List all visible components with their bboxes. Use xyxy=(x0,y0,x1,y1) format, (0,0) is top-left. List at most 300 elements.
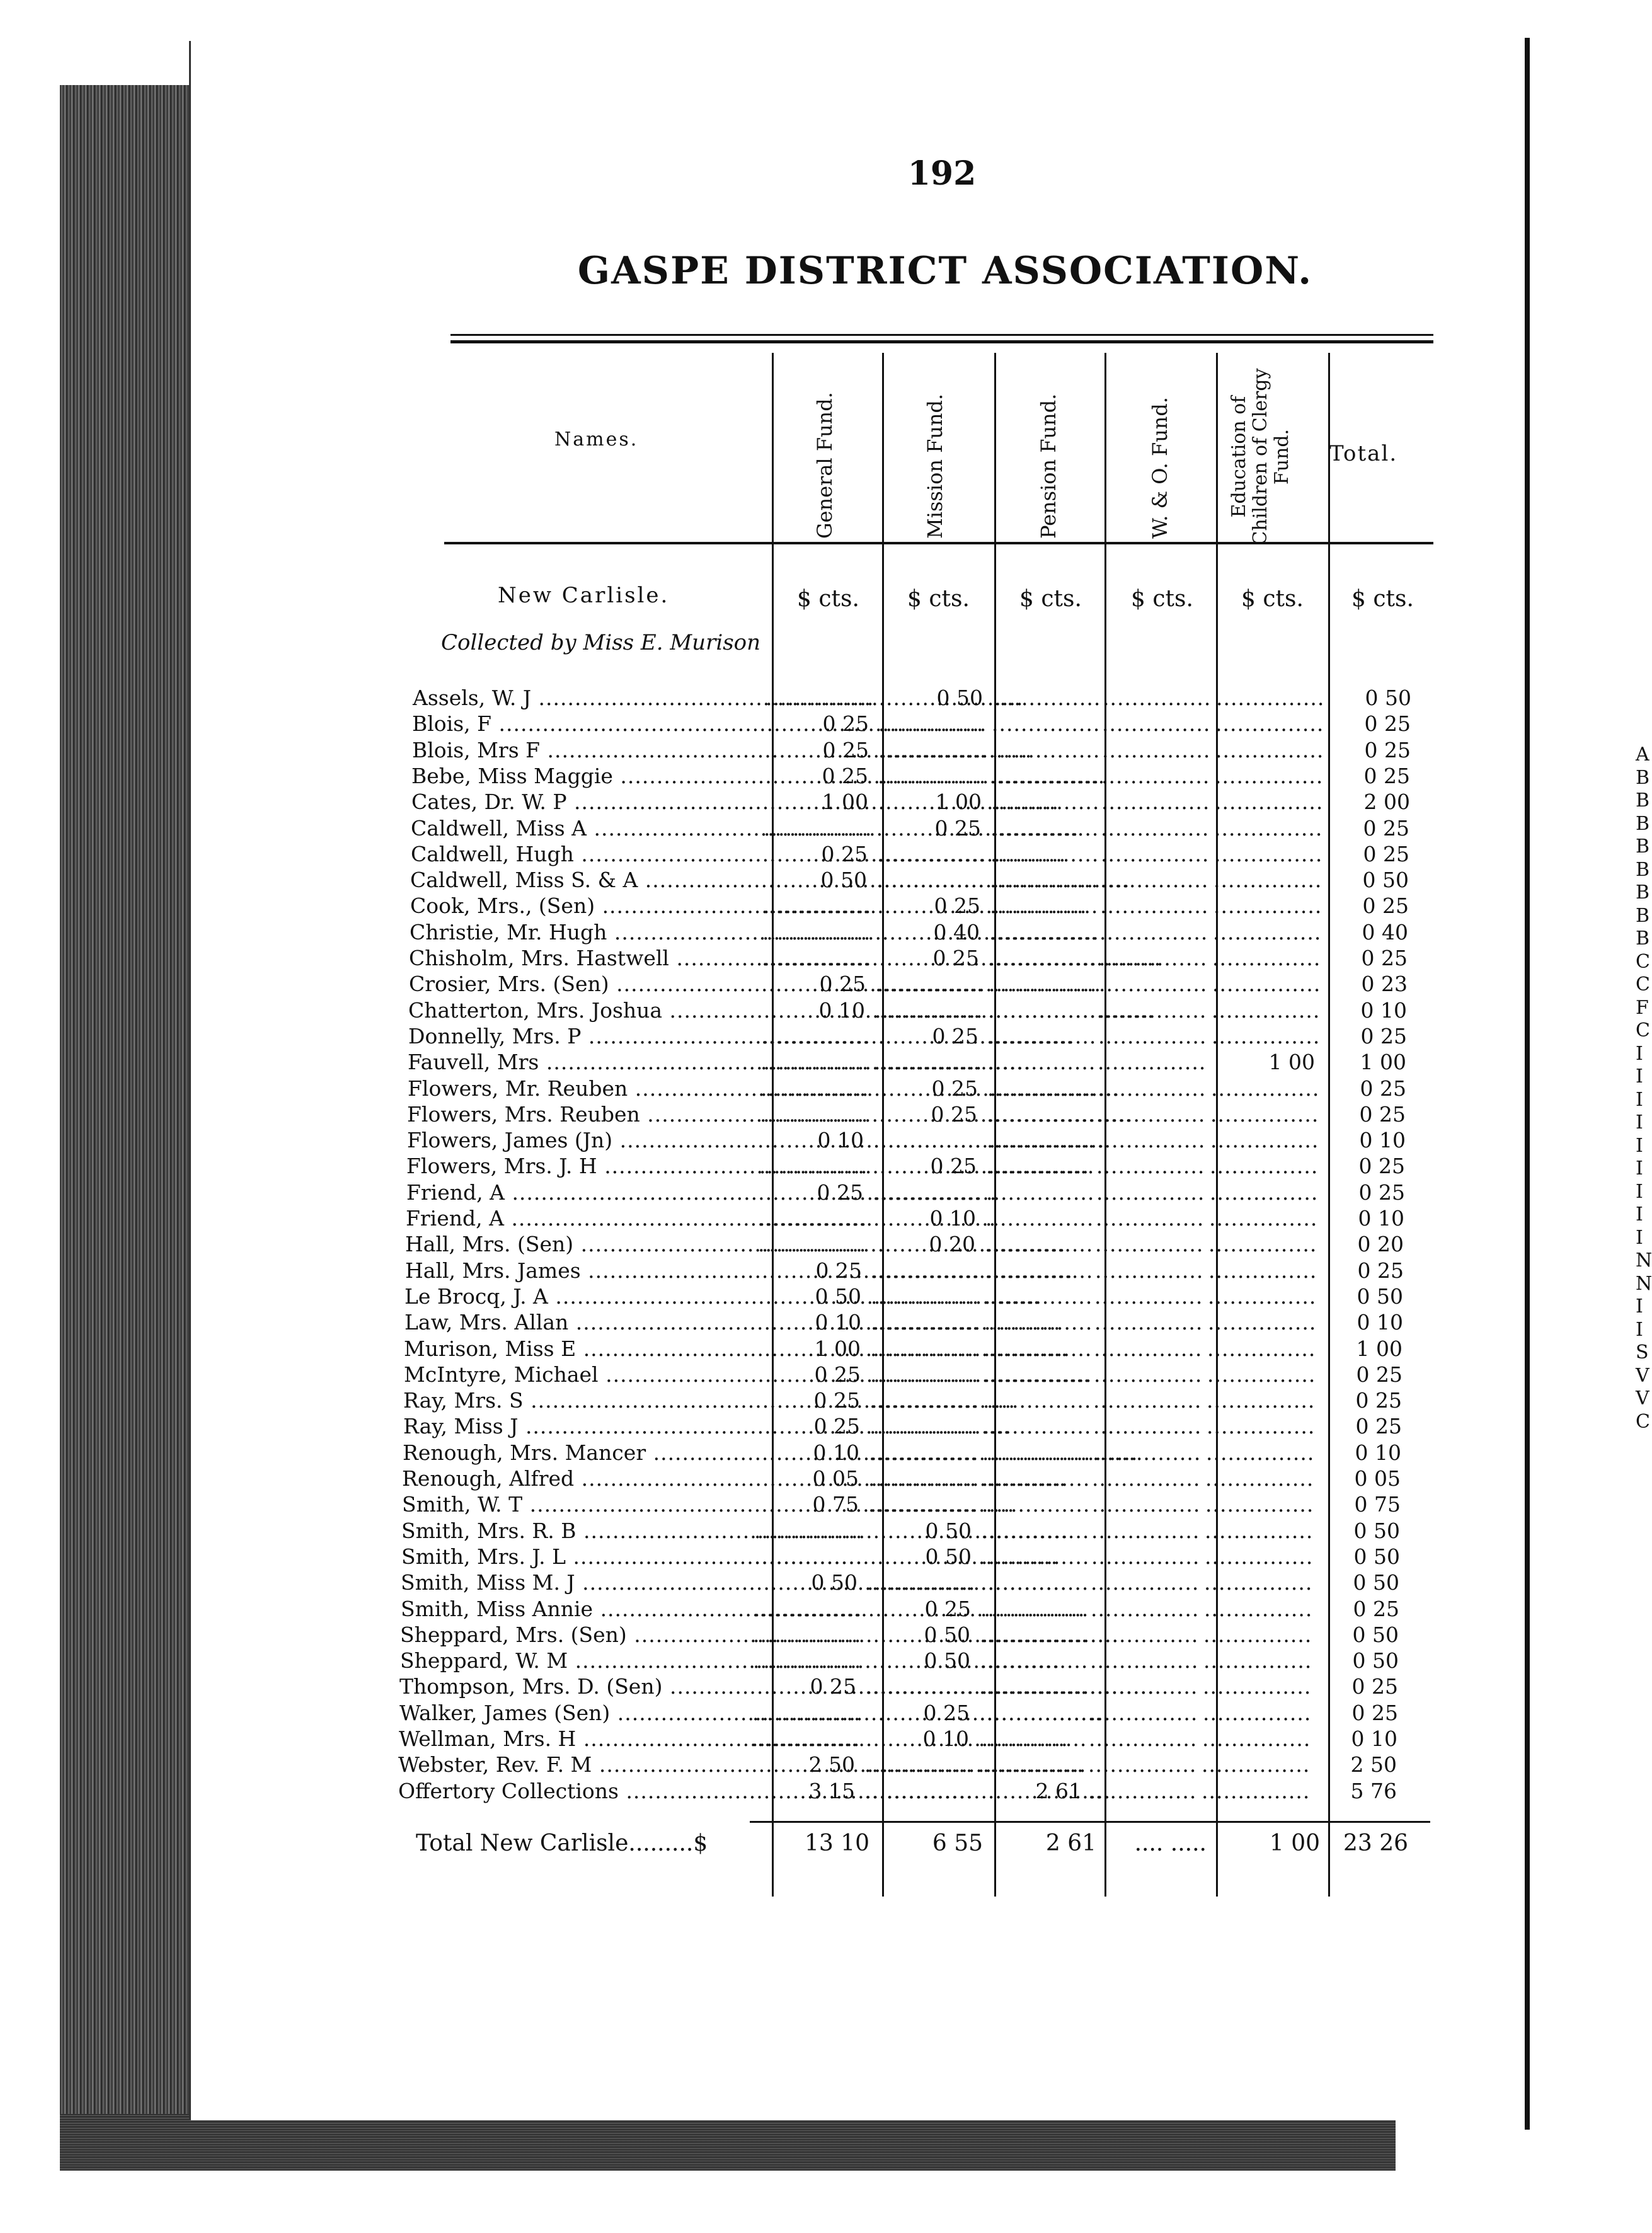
cell-general xyxy=(758,1232,862,1256)
cell-pension xyxy=(987,1050,1091,1074)
table-row xyxy=(401,1570,1440,1595)
facing-page xyxy=(1530,38,1652,2130)
cell-wo xyxy=(1098,998,1202,1023)
total-general: 13 10 xyxy=(804,1830,869,1856)
cell-mission: 0 25 xyxy=(924,1596,971,1621)
cell-pension: 2 61 xyxy=(1035,1778,1082,1803)
cell-pension xyxy=(980,1597,1084,1621)
cell-general xyxy=(762,920,866,944)
row-name: Smith, Miss Annie ..... xyxy=(401,1597,754,1621)
cell-education: 1 00 xyxy=(1268,1050,1315,1075)
cell-total: 0 25 xyxy=(1362,893,1409,919)
facing-page-letter: C xyxy=(1636,973,1650,996)
cell-mission: 0 25 xyxy=(932,1023,978,1048)
cell-total: 0 40 xyxy=(1362,919,1408,944)
cell-general: 0 25 xyxy=(814,1362,861,1387)
row-name: Renough, Mrs. Mancer ..... xyxy=(403,1440,755,1465)
cell-total: 0 25 xyxy=(1358,1180,1405,1205)
facing-page-letter: S xyxy=(1636,1341,1649,1363)
table-row xyxy=(405,1258,1445,1283)
cell-total: 1 00 xyxy=(1360,1050,1406,1075)
cell-total: 0 50 xyxy=(1357,1283,1403,1309)
row-name: Friend, A ..... xyxy=(406,1180,759,1205)
cell-education xyxy=(1213,893,1317,918)
total-wo: .... ..... xyxy=(1134,1830,1207,1856)
cell-pension xyxy=(992,738,1096,762)
cell-pension xyxy=(978,1726,1082,1751)
cell-general xyxy=(752,1726,856,1751)
cell-total: 0 25 xyxy=(1360,1076,1406,1101)
row-name: Webster, Rev. F. M ..... xyxy=(398,1752,751,1777)
cell-pension xyxy=(989,920,1093,944)
facing-page-letter: I xyxy=(1636,1226,1643,1249)
row-name: Hall, Mrs. James ..... xyxy=(405,1258,758,1283)
row-name: Donnelly, Mrs. P ..... xyxy=(408,1024,761,1048)
facing-page-letter: C xyxy=(1636,950,1650,973)
cell-education xyxy=(1204,1570,1308,1595)
cell-education xyxy=(1208,1284,1312,1309)
row-name: Assels, W. J ..... xyxy=(413,686,766,710)
facing-page-letter: B xyxy=(1636,766,1650,789)
cell-wo xyxy=(1090,1622,1194,1647)
cell-total: 0 25 xyxy=(1361,946,1408,970)
row-name: Cates, Dr. W. P ..... xyxy=(411,789,764,814)
table-row xyxy=(399,1726,1438,1752)
unit-education: $ cts. xyxy=(1241,586,1304,612)
table-row xyxy=(412,738,1452,763)
row-name: Caldwell, Hugh ..... xyxy=(411,842,764,866)
cell-education xyxy=(1210,1180,1314,1205)
cell-pension xyxy=(991,764,1095,788)
cell-education xyxy=(1207,1414,1311,1438)
table-row xyxy=(403,1388,1443,1413)
cell-pension xyxy=(990,842,1094,866)
cell-total: 0 50 xyxy=(1362,868,1409,893)
table-row xyxy=(398,1752,1438,1777)
cell-mission xyxy=(868,1466,972,1491)
cell-total: 0 50 xyxy=(1352,1648,1399,1673)
facing-page-letter: B xyxy=(1636,789,1650,812)
cell-pension xyxy=(980,1622,1084,1647)
cell-total: 0 25 xyxy=(1363,815,1409,841)
cell-general xyxy=(753,1648,857,1673)
total-row xyxy=(416,1830,1455,1858)
cell-general xyxy=(766,686,869,710)
cell-wo xyxy=(1097,1102,1201,1127)
cell-total: 2 00 xyxy=(1363,789,1410,815)
cell-total: 0 25 xyxy=(1351,1674,1398,1699)
cell-pension xyxy=(982,1440,1086,1465)
row-name: Wellman, Mrs. H ..... xyxy=(399,1726,752,1751)
cell-wo xyxy=(1094,1336,1198,1361)
table-row xyxy=(411,842,1450,867)
cell-mission xyxy=(878,711,982,736)
cell-total: 0 10 xyxy=(1357,1310,1403,1335)
cell-wo xyxy=(1099,972,1203,996)
cell-pension xyxy=(989,946,1093,970)
facing-page-letter: I xyxy=(1636,1203,1643,1226)
cell-education xyxy=(1208,1232,1312,1256)
cell-wo xyxy=(1103,686,1207,710)
cell-general xyxy=(754,1518,858,1543)
cell-total: 0 50 xyxy=(1352,1622,1399,1647)
cell-total: 0 25 xyxy=(1363,763,1410,788)
cell-pension xyxy=(982,1466,1086,1491)
facing-page-letters xyxy=(1636,743,1652,1433)
row-name: Friend, A ..... xyxy=(406,1206,759,1231)
row-name: Walker, James (Sen) ..... xyxy=(399,1701,752,1725)
cell-education xyxy=(1212,946,1316,970)
cell-pension xyxy=(990,868,1094,892)
cell-general: 2 50 xyxy=(808,1752,855,1777)
table-row xyxy=(402,1492,1442,1517)
table-row xyxy=(413,686,1452,711)
cell-education xyxy=(1215,738,1319,762)
table-row xyxy=(408,1076,1447,1101)
cell-education xyxy=(1203,1701,1307,1725)
cell-general xyxy=(761,1024,865,1048)
cell-education xyxy=(1205,1492,1309,1517)
cell-mission xyxy=(875,998,978,1023)
book-page-edge xyxy=(60,85,195,2164)
table-row xyxy=(400,1622,1440,1648)
table-row xyxy=(409,972,1448,997)
header-education-fund: Education of Children of Clergy Fund. xyxy=(1228,368,1293,546)
cell-education xyxy=(1205,1518,1309,1543)
row-name: Sheppard, W. M ..... xyxy=(400,1648,753,1673)
cell-general xyxy=(753,1622,857,1647)
row-name: Smith, W. T ..... xyxy=(402,1492,755,1517)
cell-general xyxy=(760,1076,864,1101)
unit-total: $ cts. xyxy=(1351,586,1414,612)
cell-wo xyxy=(1093,1440,1196,1465)
cell-wo xyxy=(1101,789,1205,814)
cell-wo xyxy=(1098,1076,1202,1101)
cell-education xyxy=(1202,1779,1305,1803)
row-name: Offertory Collections ..... xyxy=(398,1779,751,1803)
total-education: 1 00 xyxy=(1269,1830,1320,1856)
cell-education xyxy=(1206,1440,1310,1465)
cell-total: 5 76 xyxy=(1350,1778,1397,1803)
facing-page-letter: B xyxy=(1636,835,1650,858)
cell-wo xyxy=(1096,1180,1200,1205)
cell-general xyxy=(759,1154,863,1178)
cell-mission xyxy=(868,1492,972,1517)
cell-wo xyxy=(1095,1258,1199,1283)
cell-wo xyxy=(1102,738,1206,762)
facing-page-letter: V xyxy=(1636,1364,1649,1387)
row-name: Chatterton, Mrs. Joshua ..... xyxy=(408,998,761,1023)
cell-general: 0 50 xyxy=(815,1283,861,1309)
cell-general: 0 25 xyxy=(810,1674,856,1699)
cell-education xyxy=(1207,1362,1311,1387)
cell-mission xyxy=(877,842,981,866)
cell-education xyxy=(1215,764,1319,788)
cell-wo xyxy=(1089,1674,1193,1699)
facing-page-letter: I xyxy=(1636,1042,1643,1065)
page-title: GASPE DISTRICT ASSOCIATION. xyxy=(577,249,1313,293)
cell-total: 0 25 xyxy=(1364,711,1411,737)
cell-wo xyxy=(1096,1206,1200,1231)
cell-pension xyxy=(985,1258,1089,1283)
cell-mission: 0 50 xyxy=(925,1518,972,1543)
cell-total: 0 50 xyxy=(1353,1544,1400,1569)
cell-mission: 0 10 xyxy=(929,1206,976,1231)
cell-education xyxy=(1203,1622,1307,1647)
unit-wo: $ cts. xyxy=(1131,586,1193,612)
cell-mission xyxy=(869,1440,973,1465)
cell-education xyxy=(1211,1076,1315,1101)
cell-wo xyxy=(1101,764,1205,788)
cell-general: 0 25 xyxy=(821,841,868,866)
cell-wo xyxy=(1098,1050,1202,1074)
row-name: Renough, Alfred ..... xyxy=(402,1466,755,1491)
table-row xyxy=(404,1336,1443,1362)
facing-page-letter: B xyxy=(1636,904,1650,927)
facing-page-letter: I xyxy=(1636,1134,1643,1157)
cell-general: 0 10 xyxy=(818,997,865,1023)
cell-wo xyxy=(1094,1284,1198,1309)
cell-mission: 0 50 xyxy=(925,1544,972,1569)
cell-general xyxy=(752,1701,856,1725)
table-row xyxy=(411,816,1450,841)
cell-mission: 0 25 xyxy=(934,815,981,841)
cell-mission xyxy=(878,738,982,762)
cell-total: 0 50 xyxy=(1353,1570,1399,1595)
cell-wo xyxy=(1091,1597,1195,1621)
cell-wo xyxy=(1088,1752,1192,1777)
table-row xyxy=(409,946,1448,971)
cell-general xyxy=(763,893,867,918)
table-row xyxy=(406,1154,1446,1179)
cell-total: 2 50 xyxy=(1350,1752,1397,1777)
cell-mission: 0 25 xyxy=(930,1154,977,1179)
cell-total: 0 25 xyxy=(1356,1362,1402,1387)
cell-pension xyxy=(986,1154,1090,1178)
table-row xyxy=(405,1232,1445,1257)
row-name: Blois, Mrs F ..... xyxy=(412,738,765,762)
cell-wo xyxy=(1099,946,1203,970)
cell-mission: 0 25 xyxy=(931,1101,977,1127)
cell-education xyxy=(1214,816,1318,841)
facing-page-letter: I xyxy=(1636,1295,1643,1317)
cell-education xyxy=(1214,842,1318,866)
total-rule xyxy=(750,1821,1430,1823)
cell-pension xyxy=(982,1492,1086,1517)
row-name: Flowers, Mr. Reuben ..... xyxy=(408,1076,760,1101)
cell-mission xyxy=(878,764,982,788)
cell-wo xyxy=(1102,711,1206,736)
row-name: Le Brocq, J. A ..... xyxy=(404,1284,757,1309)
cell-wo xyxy=(1094,1362,1198,1387)
cell-education xyxy=(1210,1128,1314,1152)
row-name: Law, Mrs. Allan ..... xyxy=(404,1310,757,1335)
cell-pension xyxy=(988,1024,1092,1048)
unit-general: $ cts. xyxy=(797,586,859,612)
cell-pension xyxy=(980,1648,1084,1673)
cell-wo xyxy=(1101,816,1205,841)
cell-wo xyxy=(1094,1310,1198,1335)
table-row xyxy=(401,1518,1441,1544)
cell-mission: 0 20 xyxy=(929,1232,975,1257)
total-total: 23 26 xyxy=(1343,1830,1408,1856)
cell-general xyxy=(760,1050,864,1074)
cell-mission xyxy=(871,1284,975,1309)
header-rule-top xyxy=(450,334,1433,336)
cell-mission xyxy=(870,1362,974,1387)
cell-mission xyxy=(869,1414,973,1438)
facing-page-letter: B xyxy=(1636,858,1650,881)
header-pension-fund: Pension Fund. xyxy=(1036,393,1060,539)
cell-education xyxy=(1210,1102,1314,1127)
cell-mission: 0 10 xyxy=(922,1726,969,1751)
cell-education xyxy=(1204,1597,1308,1621)
facing-page-letter: I xyxy=(1636,1180,1643,1203)
cell-pension xyxy=(979,1701,1083,1725)
row-name: Flowers, James (Jn) ..... xyxy=(407,1128,760,1152)
cell-wo xyxy=(1098,1024,1202,1048)
cell-general: 0 25 xyxy=(819,972,866,997)
cell-general: 0 10 xyxy=(813,1440,859,1465)
cell-total: 0 05 xyxy=(1354,1466,1401,1491)
table-row xyxy=(400,1648,1440,1673)
cell-wo xyxy=(1091,1518,1195,1543)
cell-mission xyxy=(867,1570,971,1595)
cell-mission xyxy=(870,1336,974,1361)
row-name: Flowers, Mrs. J. H ..... xyxy=(406,1154,759,1178)
row-name: Cook, Mrs., (Sen) ..... xyxy=(410,893,763,918)
row-name: Ray, Mrs. S ..... xyxy=(403,1388,756,1413)
cell-pension xyxy=(984,1284,1088,1309)
cell-pension xyxy=(987,1128,1091,1152)
cell-pension xyxy=(984,1310,1088,1335)
cell-pension xyxy=(986,1180,1090,1205)
row-name: Smith, Miss M. J ..... xyxy=(401,1570,754,1595)
cell-pension xyxy=(987,1076,1091,1101)
facing-page-letter: B xyxy=(1636,927,1650,950)
cell-total: 0 25 xyxy=(1363,841,1409,866)
cell-wo xyxy=(1097,1128,1201,1152)
cell-general: 0 05 xyxy=(812,1466,859,1491)
cell-education xyxy=(1215,789,1319,814)
cell-wo xyxy=(1091,1544,1195,1569)
page-number: 192 xyxy=(907,154,977,193)
row-name: Flowers, Mrs. Reuben ..... xyxy=(407,1102,760,1127)
row-name: McIntyre, Michael ..... xyxy=(404,1362,757,1387)
table-row xyxy=(404,1284,1444,1309)
row-name: Ray, Miss J ..... xyxy=(403,1414,756,1438)
table-row xyxy=(411,789,1451,815)
cell-mission xyxy=(874,1050,978,1074)
cell-pension xyxy=(979,1674,1083,1699)
cell-pension xyxy=(978,1752,1082,1777)
row-name: Caldwell, Miss S. & A ..... xyxy=(410,868,763,892)
row-name: Thompson, Mrs. D. (Sen) ..... xyxy=(399,1674,752,1699)
cell-education xyxy=(1215,711,1319,736)
table-row xyxy=(410,868,1450,893)
cell-wo xyxy=(1099,920,1203,944)
cell-mission: 0 25 xyxy=(931,1076,978,1101)
cell-pension xyxy=(981,1518,1085,1543)
cell-wo xyxy=(1100,868,1204,892)
cell-general xyxy=(754,1544,858,1569)
cell-mission xyxy=(864,1752,968,1777)
cell-total: 0 25 xyxy=(1359,1101,1406,1127)
facing-page-letter: I xyxy=(1636,1065,1643,1088)
table-row xyxy=(410,920,1449,945)
cell-mission xyxy=(873,1128,977,1152)
total-label: Total New Carlisle.........$ xyxy=(416,1830,708,1856)
cell-education xyxy=(1213,920,1317,944)
cell-total: 0 25 xyxy=(1360,1023,1407,1048)
table-row xyxy=(398,1779,1438,1804)
cell-pension xyxy=(990,816,1094,841)
facing-page-letter: F xyxy=(1636,996,1649,1019)
header-rule-top-2 xyxy=(450,340,1433,343)
cell-general: 0 50 xyxy=(811,1570,858,1595)
table-row xyxy=(403,1440,1442,1466)
cell-mission: 0 40 xyxy=(933,919,980,944)
table-row xyxy=(403,1414,1443,1439)
cell-general xyxy=(760,1102,864,1127)
cell-general: 0 25 xyxy=(813,1414,860,1439)
cell-mission: 0 25 xyxy=(934,893,980,919)
cell-wo xyxy=(1100,893,1204,918)
table-row xyxy=(406,1180,1446,1205)
row-name: Bebe, Miss Maggie ..... xyxy=(411,764,764,788)
cell-total: 0 25 xyxy=(1364,737,1411,762)
table-row xyxy=(412,711,1452,737)
row-name: Christie, Mr. Hugh ..... xyxy=(410,920,762,944)
cell-general xyxy=(764,816,868,841)
book-bottom-edge xyxy=(60,2114,1396,2171)
cell-general: 1 00 xyxy=(814,1336,861,1361)
facing-page-letter: I xyxy=(1636,1111,1643,1134)
cell-wo xyxy=(1092,1466,1196,1491)
cell-total: 0 50 xyxy=(1365,686,1411,710)
cell-mission: 0 25 xyxy=(932,946,979,970)
header-wo-fund: W. & O. Fund. xyxy=(1148,396,1172,539)
cell-mission xyxy=(875,972,979,996)
cell-general xyxy=(762,946,866,970)
cell-pension xyxy=(984,1336,1087,1361)
table-row xyxy=(408,1050,1447,1075)
cell-education xyxy=(1208,1310,1312,1335)
table-row xyxy=(407,1102,1447,1127)
row-name: Hall, Mrs. (Sen) ..... xyxy=(405,1232,758,1256)
total-mission: 6 55 xyxy=(932,1830,983,1856)
cell-total: 0 20 xyxy=(1357,1232,1404,1257)
cell-pension xyxy=(981,1544,1085,1569)
cell-education xyxy=(1208,1258,1312,1283)
cell-mission: 0 50 xyxy=(924,1648,970,1673)
cell-general xyxy=(754,1597,858,1621)
facing-page-letter: B xyxy=(1636,812,1650,835)
cell-mission xyxy=(866,1674,970,1699)
cell-pension xyxy=(983,1414,1087,1438)
cell-education xyxy=(1203,1674,1307,1699)
cell-general: 0 10 xyxy=(815,1310,861,1335)
table-row xyxy=(408,1024,1448,1049)
cell-wo xyxy=(1090,1648,1194,1673)
cell-education xyxy=(1212,1024,1316,1048)
table-row xyxy=(399,1674,1439,1699)
cell-pension xyxy=(989,972,1093,996)
cell-wo xyxy=(1095,1232,1199,1256)
cell-general: 0 25 xyxy=(822,737,869,762)
facing-page-letter: V xyxy=(1636,1387,1649,1409)
cell-wo xyxy=(1101,842,1205,866)
